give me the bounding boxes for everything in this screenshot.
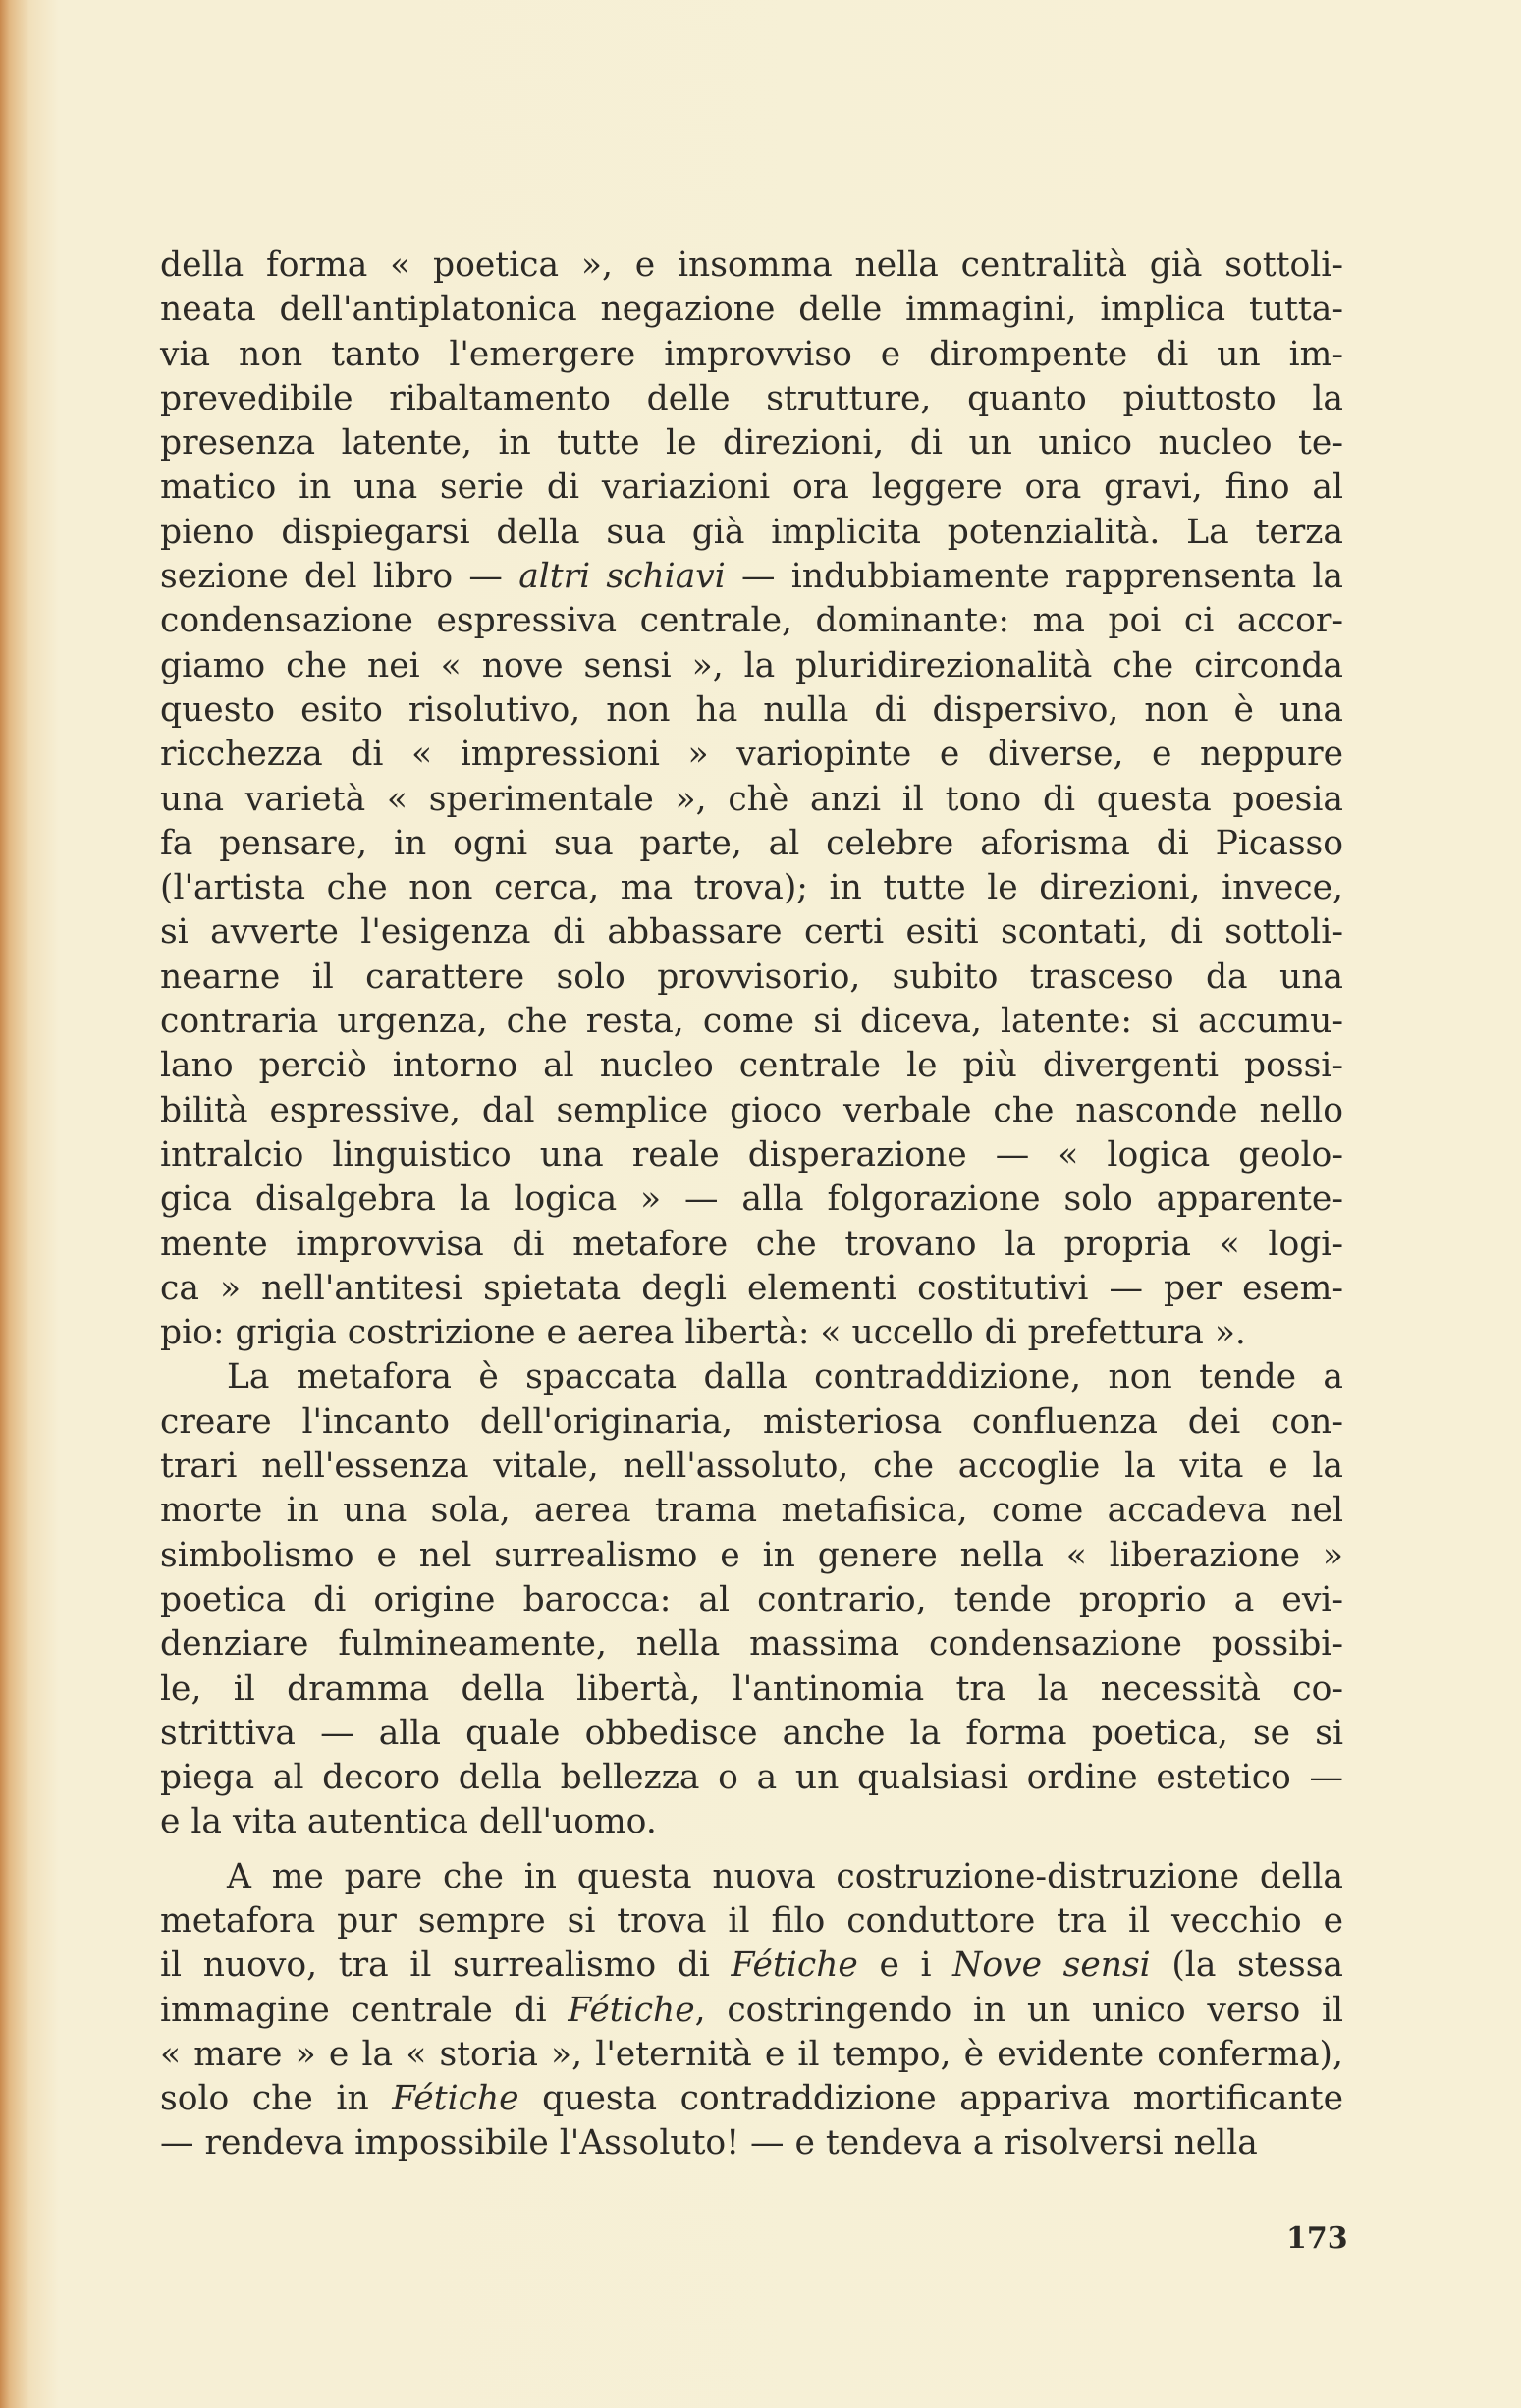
text-line: matico in una serie di variazioni ora leggere ora gravi, fino al bbox=[160, 467, 1343, 508]
text-line: una varietà « sperimentale », chè anzi il tono di questa poesia bbox=[160, 779, 1343, 819]
text-line: trari nell'essenza vitale, nell'assoluto, che accoglie la vita e la bbox=[160, 1447, 1343, 1487]
text-line: strittiva — alla quale obbedisce anche la forma poetica, se si bbox=[160, 1713, 1343, 1753]
text-line: metafora pur sempre si trova il filo conduttore tra il vecchio e bbox=[160, 1900, 1343, 1941]
text-line: (l'artista che non cerca, ma trova); in tutte le direzioni, invece, bbox=[160, 868, 1343, 908]
text-line: simbolismo e nel surrealismo e in genere nella « liberazione » bbox=[160, 1535, 1343, 1575]
text-line: neata dell'antiplatonica negazione delle immagini, implica tutta- bbox=[160, 290, 1343, 330]
text-line: si avverte l'esigenza di abbassare certi esiti scontati, di sottoli- bbox=[160, 912, 1343, 953]
text-line: La metafora è spaccata dalla contraddizione, non tende a bbox=[227, 1357, 1343, 1397]
text-line: prevedibile ribaltamento delle strutture, quanto piuttosto la bbox=[160, 378, 1343, 418]
text-line: contraria urgenza, che resta, come si diceva, latente: si accumu- bbox=[160, 1002, 1343, 1042]
text-line: pio: grigia costrizione e aerea libertà: « uccello di prefettura ». bbox=[160, 1313, 1246, 1353]
text-line: solo che in Fétiche questa contraddizione appariva mortificante bbox=[160, 2079, 1343, 2119]
text-line: creare l'incanto dell'originaria, misteriosa confluenza dei con- bbox=[160, 1401, 1343, 1442]
text-line: mente improvvisa di metafore che trovano la propria « logi- bbox=[160, 1224, 1343, 1264]
text-line: lano perciò intorno al nucleo centrale le più divergenti possi- bbox=[160, 1046, 1343, 1086]
text-line: via non tanto l'emergere improvviso e dirompente di un im- bbox=[160, 334, 1343, 374]
text-line: intralcio linguistico una reale disperazione — « logica geolo- bbox=[160, 1134, 1343, 1175]
text-line: denziare fulmineamente, nella massima condensazione possibi- bbox=[160, 1624, 1343, 1665]
text-line: « mare » e la « storia », l'eternità e il tempo, è evidente conferma), bbox=[160, 2034, 1343, 2074]
text-line: piega al decoro della bellezza o a un qualsiasi ordine estetico — bbox=[160, 1758, 1343, 1798]
text-line: ricchezza di « impressioni » variopinte e diverse, e neppure bbox=[160, 735, 1343, 775]
text-line: gica disalgebra la logica » — alla folgorazione solo apparente- bbox=[160, 1179, 1343, 1220]
text-line: A me pare che in questa nuova costruzione-distruzione della bbox=[227, 1856, 1343, 1896]
text-line: giamo che nei « nove sensi », la pluridirezionalità che circonda bbox=[160, 645, 1343, 685]
text-line: nearne il carattere solo provvisorio, subito trasceso da una bbox=[160, 957, 1343, 997]
text-line: presenza latente, in tutte le direzioni, di un unico nucleo te- bbox=[160, 423, 1343, 464]
text-line: condensazione espressiva centrale, dominante: ma poi ci accor- bbox=[160, 601, 1343, 641]
text-line: e la vita autentica dell'uomo. bbox=[160, 1802, 657, 1842]
text-line: — rendeva impossibile l'Assoluto! — e tendeva a risolversi nella bbox=[160, 2123, 1258, 2163]
text-line: sezione del libro — altri schiavi — indubbiamente rapprensenta la bbox=[160, 557, 1343, 597]
text-line: della forma « poetica », e insomma nella centralità già sottoli- bbox=[160, 246, 1343, 285]
text-line: questo esito risolutivo, non ha nulla di dispersivo, non è una bbox=[160, 689, 1343, 730]
page-number: 173 bbox=[1286, 2221, 1348, 2256]
text-line: le, il dramma della libertà, l'antinomia tra la necessità co- bbox=[160, 1669, 1343, 1709]
text-line: immagine centrale di Fétiche, costringendo in un unico verso il bbox=[160, 1990, 1344, 2030]
text-line: bilità espressive, dal semplice gioco verbale che nasconde nello bbox=[160, 1090, 1343, 1130]
text-line: morte in una sola, aerea trama metafisica, come accadeva nel bbox=[160, 1491, 1343, 1531]
text-line: pieno dispiegarsi della sua già implicita potenzialità. La terza bbox=[160, 512, 1343, 552]
text-line: ca » nell'antitesi spietata degli elementi costitutivi — per esem- bbox=[160, 1268, 1343, 1308]
text-line: il nuovo, tra il surrealismo di Fétiche e i Nove sensi (la stessa bbox=[160, 1945, 1343, 1986]
text-line: fa pensare, in ogni sua parte, al celebre aforisma di Picasso bbox=[160, 823, 1343, 863]
text-line: poetica di origine barocca: al contrario, tende proprio a evi- bbox=[160, 1579, 1343, 1619]
body-text bbox=[160, 244, 1343, 2166]
